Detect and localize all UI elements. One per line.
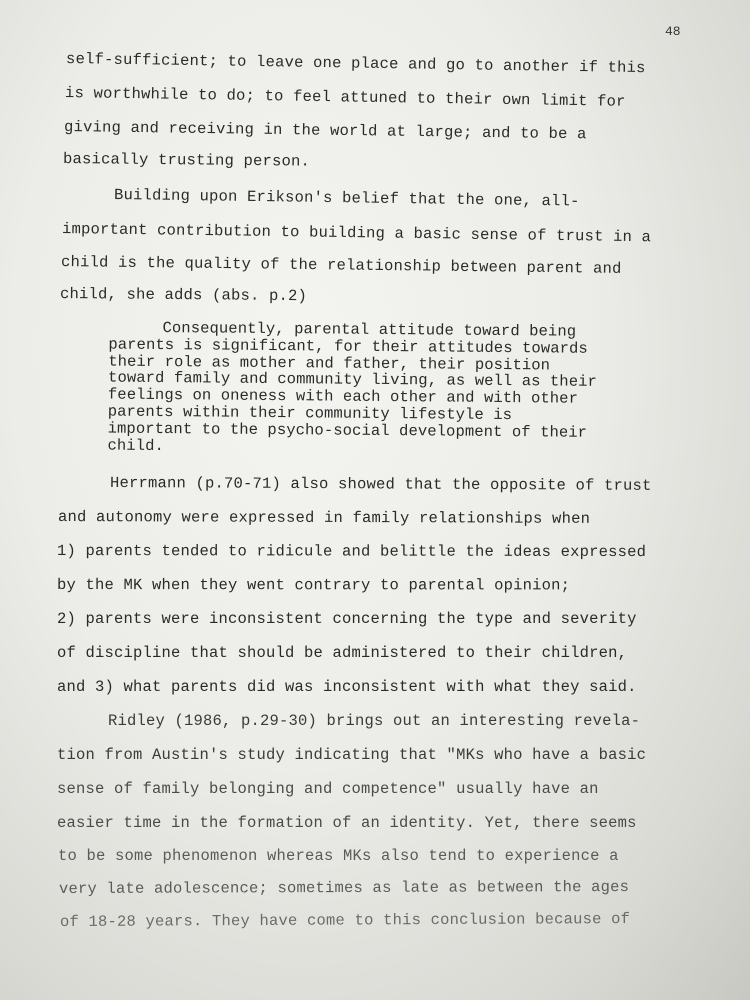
quote-line-2: parents is significant, for their attitudes towards (108, 335, 588, 358)
block-quote (107, 320, 668, 459)
quote-line-8: child. (107, 436, 164, 455)
paragraph-4-line-2: tion from Austin's study indicating that "MKs who have a basic (57, 746, 647, 764)
paragraph-3-line-2: and autonomy were expressed in family relationships when (57, 508, 591, 528)
paragraph-1-line-3: giving and receiving in the world at large; and to be a (63, 118, 587, 144)
paragraph-1-line-1: self-sufficient; to leave one place and go to another if this (65, 50, 646, 78)
paragraph-3-line-1: Herrmann (p.70-71) also showed that the opposite of trust (109, 474, 652, 495)
paragraph-2-line-2: important contribution to building a basic sense of trust in a (61, 220, 652, 247)
paragraph-4-line-4: easier time in the formation of an identity. Yet, there seems (57, 814, 637, 832)
paragraph-4-line-6: very late adolescence; sometimes as late as between the ages (58, 878, 630, 898)
page-number: 48 (665, 24, 681, 39)
paragraph-2-line-1: Building upon Erikson's belief that the one, all- (113, 186, 580, 211)
paragraph-3-line-5: 2) parents were inconsistent concerning the type and severity (57, 610, 637, 628)
paragraph-4-line-1: Ridley (1986, p.29-30) brings out an interesting revela- (108, 712, 641, 730)
paragraph-4-line-3: sense of family belonging and competence" usually have an (57, 780, 599, 798)
paragraph-3-line-3: 1) parents tended to ridicule and belittle the ideas expressed (56, 542, 647, 562)
quote-line-5: feelings on oneness with each other and with other (107, 385, 579, 408)
quote-line-6: parents within their community lifestyle is (107, 402, 513, 425)
paragraph-4-line-7: of 18-28 years. They have come to this conclusion because of (59, 910, 631, 931)
quote-line-7: important to the psycho-social development of their (107, 419, 588, 442)
quote-line-1: Consequently, parental attitude toward being (162, 319, 577, 341)
paragraph-3-line-6: of discipline that should be administered to their children, (57, 644, 628, 662)
paragraph-3-line-4: by the MK when they went contrary to parental opinion; (56, 576, 571, 595)
paragraph-1-line-4: basically trusting person. (62, 150, 311, 171)
quote-line-4: toward family and community living, as well as their (108, 368, 598, 392)
quote-line-3: their role as mother and father, their position (108, 352, 551, 375)
paragraph-2-line-4: child, she adds (abs. p.2) (59, 285, 308, 306)
paragraph-4-line-5: to be some phenomenon whereas MKs also tend to experience a (58, 847, 619, 865)
paragraph-3-line-7: and 3) what parents did was inconsistent with what they said. (57, 678, 637, 696)
paragraph-1-line-2: is worthwhile to do; to feel attuned to their own limit for (64, 84, 626, 111)
paragraph-2-line-3: child is the quality of the relationship between parent and (60, 253, 622, 278)
